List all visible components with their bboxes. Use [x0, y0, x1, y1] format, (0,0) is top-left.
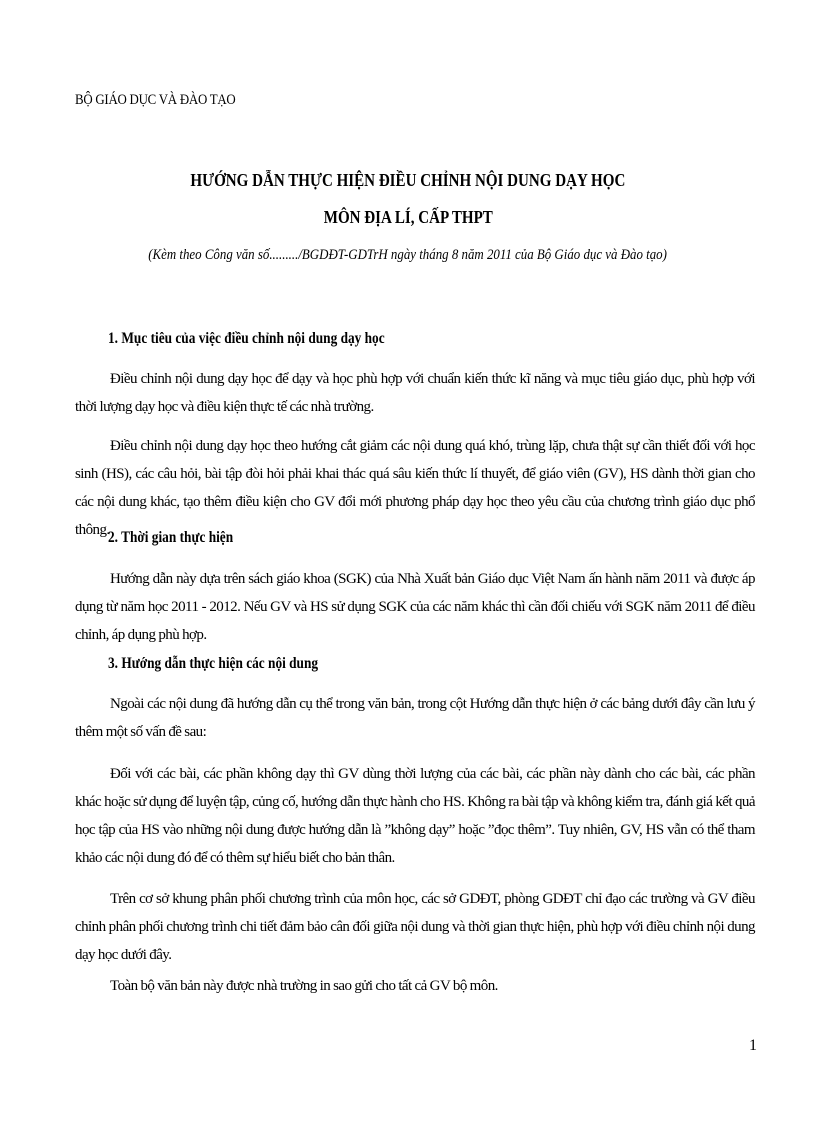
- document-title: [0, 170, 816, 191]
- section-3-paragraph-1: Ngoài các nội dung đã hướng dẫn cụ thể trong văn bản, trong cột Hướng dẫn thực hiện ở các bảng dưới đây cần lưu ý thêm một số vấn đề sau:: [75, 696, 755, 740]
- section-3-paragraph-4: Toàn bộ văn bản này được nhà trường in sao gửi cho tất cả GV bộ môn.: [110, 978, 498, 994]
- section-3-paragraph-2: Đối với các bài, các phần không dạy thì GV dùng thời lượng của các bài, các phần này dành cho các bài, các phần khác hoặc sử dụng để luyện tập, củng cố, hướng dẫn thực hành cho HS. Không ra bài tập và không kiểm tra, đánh giá kết quả học tập của HS vào những nội dung được hướng dẫn là ”không dạy” hoặc ”đọc thêm”. Tuy nhiên, GV, HS vẫn có thể tham khảo các nội dung đó để có thêm sự hiểu biết cho bản thân.: [75, 766, 755, 866]
- section-1-paragraph-1: Điều chỉnh nội dung dạy học để dạy và học phù hợp với chuẩn kiến thức kĩ năng và mục tiêu giáo dục, phù hợp với thời lượng dạy học và điều kiện thực tế các nhà trường.: [75, 371, 755, 415]
- section-1-heading: 1. Mục tiêu của việc điều chỉnh nội dung dạy học: [108, 330, 385, 347]
- section-3-heading: 3. Hướng dẫn thực hiện các nội dung: [108, 655, 319, 672]
- document-reference: [0, 247, 816, 264]
- page-number: 1: [749, 1037, 757, 1054]
- section-2-heading: 2. Thời gian thực hiện: [108, 529, 234, 546]
- section-1-paragraph-2: Điều chỉnh nội dung dạy học theo hướng cắt giảm các nội dung quá khó, trùng lặp, chưa thật sự cần thiết đối với học sinh (HS), các câu hỏi, bài tập đòi hỏi phải khai thác quá sâu kiến thức lí thuyết, để giáo viên (GV), HS dành thời gian cho các nội dung khác, tạo thêm điều kiện cho GV đổi mới phương pháp dạy học theo yêu cầu của chương trình giáo dục phổ thông.: [75, 438, 755, 538]
- section-2-paragraph-1: Hướng dẫn này dựa trên sách giáo khoa (SGK) của Nhà Xuất bản Giáo dục Việt Nam ấn hành năm 2011 và được áp dụng từ năm học 2011 - 2012. Nếu GV và HS sử dụng SGK của các năm khác thì cần đối chiếu với SGK năm 2011 để điều chỉnh, áp dụng phù hợp.: [75, 571, 755, 643]
- ministry-name: BỘ GIÁO DỤC VÀ ĐÀO TẠO: [75, 92, 236, 108]
- document-subject: [0, 207, 816, 228]
- document-title-line-2: MÔN ĐỊA LÍ, CẤP THPT: [323, 207, 493, 227]
- section-3-paragraph-3: Trên cơ sở khung phân phối chương trình của môn học, các sở GDĐT, phòng GDĐT chỉ đạo các trường và GV điều chỉnh phân phối chương trình chi tiết đảm bảo cân đối giữa nội dung và thời gian thực hiện, phù hợp với điều chỉnh nội dung dạy học dưới đây.: [75, 891, 755, 963]
- document-title-line-1: HƯỚNG DẪN THỰC HIỆN ĐIỀU CHỈNH NỘI DUNG DẠY HỌC: [190, 170, 626, 190]
- document-reference-text: (Kèm theo Công văn số........./BGDĐT-GDTrH ngày tháng 8 năm 2011 của Bộ Giáo dục và Đào tạo): [148, 247, 668, 263]
